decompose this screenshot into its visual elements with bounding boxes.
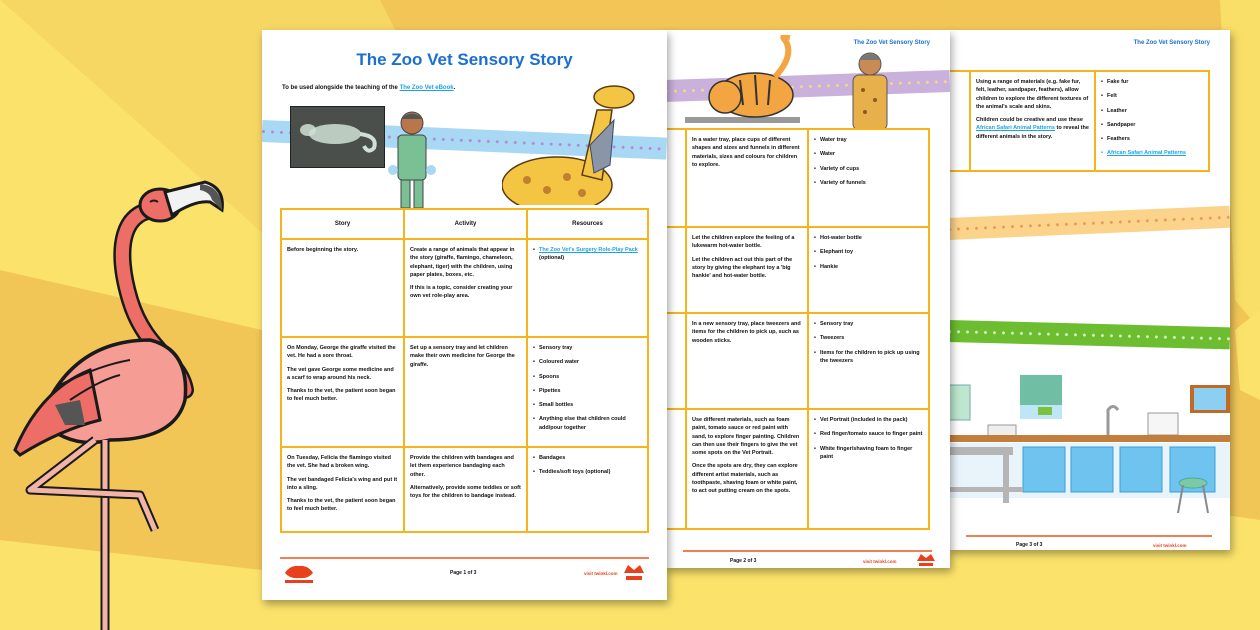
green-band [948,320,1230,349]
story-table [948,70,1210,172]
list-item: • Feathers [1101,135,1203,143]
story-table [280,208,649,533]
footer-website: visit twinkl.com [584,571,618,576]
table-row [665,313,929,409]
worksheet-page-1 [262,30,667,600]
list-item: • Leather [1101,107,1203,115]
table-header-row [281,209,648,239]
table-row [948,71,1209,171]
list-item: • Sensory tray [533,344,642,352]
table-row [665,409,929,529]
story-cell [665,129,686,227]
page-number: Page 2 of 3 [730,558,757,564]
twinkl-crown-logo-icon [915,552,937,568]
activity-cell: Create a range of animals that appear in the story (giraffe, flamingo, chameleon, elephant, tiger) with the children, using paper plates, boxes, etc. If this is a topic, consider creating your own vet role-play area. [404,239,527,337]
role-play-pack-link[interactable]: The Zoo Vet's Surgery Role-Play Pack [539,247,638,253]
list-item: • Sensory tray [814,320,923,328]
intro-text: To be used alongside the teaching of the The Zoo Vet eBook. [282,85,456,91]
resource-list [1101,78,1203,158]
worksheet-page-3 [948,30,1230,550]
flamingo-icon [0,150,262,630]
story-cell: On Tuesday, Felicia the flamingo visited the vet. She had a broken wing. The vet bandaged Felicia's wing and put it into a sling. Thanks to the vet, the patient soon began to feel much better. [281,447,404,532]
footer-divider [683,550,932,552]
list-item: • Pipettes [533,387,642,395]
list-item: • Small bottles [533,401,642,409]
patterns-link[interactable]: African Safari Animal Patterns [976,125,1055,132]
ebook-link[interactable]: The Zoo Vet eBook [399,85,454,91]
activity-cell: Use different materials, such as foam paint, tomato sauce or red paint with sand, to explore finger painting. Children can then use their fingers to give the vet some spots on the Vet Portrait. Once the spots are dry, they can explore different artist materials, such as toothpaste, shaving foam or white paint, to act out putting cream on the spots. [686,409,808,529]
activity-cell: Let the children explore the feeling of a lukewarm hot-water bottle. Let the children act out this part of the story by giving the elephant toy a 'big hankie' and hot-water bottle. [686,227,808,313]
page-number: Page 1 of 3 [450,570,477,576]
story-cell: On Monday, George the giraffe visited the vet. He had a sore throat. The vet gave George some medicine and a scarf to wrap around his neck. Thanks to the vet, the patient soon began to feel much better. [281,337,404,447]
vet-surgery-room-icon [948,375,1230,515]
list-item: • The Zoo Vet's Surgery Role-Play Pack (optional) [533,246,642,263]
list-item: • White finger/shaving foam to finger paint [814,445,923,462]
activity-cell: Set up a sensory tray and let children make their own medicine for George the giraffe. [404,337,527,447]
twinkl-logo-icon [282,563,316,585]
resources-cell [527,447,648,532]
list-item: • Hankie [814,263,923,271]
story-cell [665,313,686,409]
list-item: • Red finger/tomato sauce to finger paint [814,430,923,438]
list-item: • Hot-water bottle [814,234,923,242]
resources-cell [527,337,648,447]
vet-icon [387,108,437,208]
resources-cell [1095,71,1209,171]
table-row [281,239,648,337]
column-header-activity: Activity [404,209,527,239]
list-item: • Fake fur [1101,78,1203,86]
page-header: The Zoo Vet Sensory Story [853,40,930,46]
list-item: • Coloured water [533,358,642,366]
list-item: • Sandpaper [1101,121,1203,129]
activity-cell: In a new sensory tray, place tweezers and items for the children to pick up, such as wooden sticks. [686,313,808,409]
list-item: • Teddies/soft toys (optional) [533,468,642,476]
resources-cell [527,239,648,337]
vet-icon [845,50,895,130]
list-item: • Water tray [814,136,923,144]
table-row [665,129,929,227]
resources-cell [808,227,929,313]
activity-cell: Provide the children with bandages and let them experience bandaging each other. Alternatively, provide some teddies or soft toys for the children to bandage instead. [404,447,527,532]
story-cell [948,71,970,171]
patterns-resource-link[interactable]: • African Safari Animal Patterns [1101,149,1203,157]
list-item: • Water [814,150,923,158]
resources-cell [808,313,929,409]
list-item: • Elephant toy [814,248,923,256]
table-row [281,337,648,447]
list-item: • Items for the children to pick up using the tweezers [814,349,923,366]
story-cell: Before beginning the story. [281,239,404,337]
giraffe-icon [502,75,642,205]
list-item: • Variety of funnels [814,179,923,187]
chameleon-xray-icon [290,106,385,168]
list-item: • Tweezers [814,334,923,342]
orange-band [948,206,1230,240]
resources-cell [808,129,929,227]
story-cell [665,409,686,529]
page-header: The Zoo Vet Sensory Story [1133,40,1210,46]
list-item: • Spoons [533,373,642,381]
table-row [665,227,929,313]
list-item: • Bandages [533,454,642,462]
story-cell [665,227,686,313]
story-table [665,128,930,530]
list-item: • Vet Portrait (included in the pack) [814,416,923,424]
activity-cell: Using a range of materials (e.g. fake fur, felt, leather, sandpaper, feathers), allow children to explore the different textures of the animal's scale and skins. Children could be creative and use these African Safari Animal Patterns to reveal the different animals in the story. [970,71,1095,171]
column-header-story: Story [281,209,404,239]
footer-website: visit twinkl.com [863,559,897,564]
page-number: Page 3 of 3 [1016,542,1043,548]
twinkl-crown-logo-icon [622,563,646,585]
worksheet-page-2 [665,30,950,568]
page-title: The Zoo Vet Sensory Story [356,50,573,69]
tiger-icon [685,35,805,130]
column-header-resources: Resources [527,209,648,239]
footer-divider [280,557,649,559]
footer-website: visit twinkl.com [1153,543,1187,548]
list-item: • Anything else that children could add/pour together [533,415,642,432]
resources-cell [808,409,929,529]
list-item: • Variety of cups [814,165,923,173]
list-item: • Felt [1101,92,1203,100]
table-row [281,447,648,532]
activity-cell: In a water tray, place cups of different shapes and sizes and funnels in different materials, sizes and colours for children to explore. [686,129,808,227]
footer-divider [966,535,1212,537]
